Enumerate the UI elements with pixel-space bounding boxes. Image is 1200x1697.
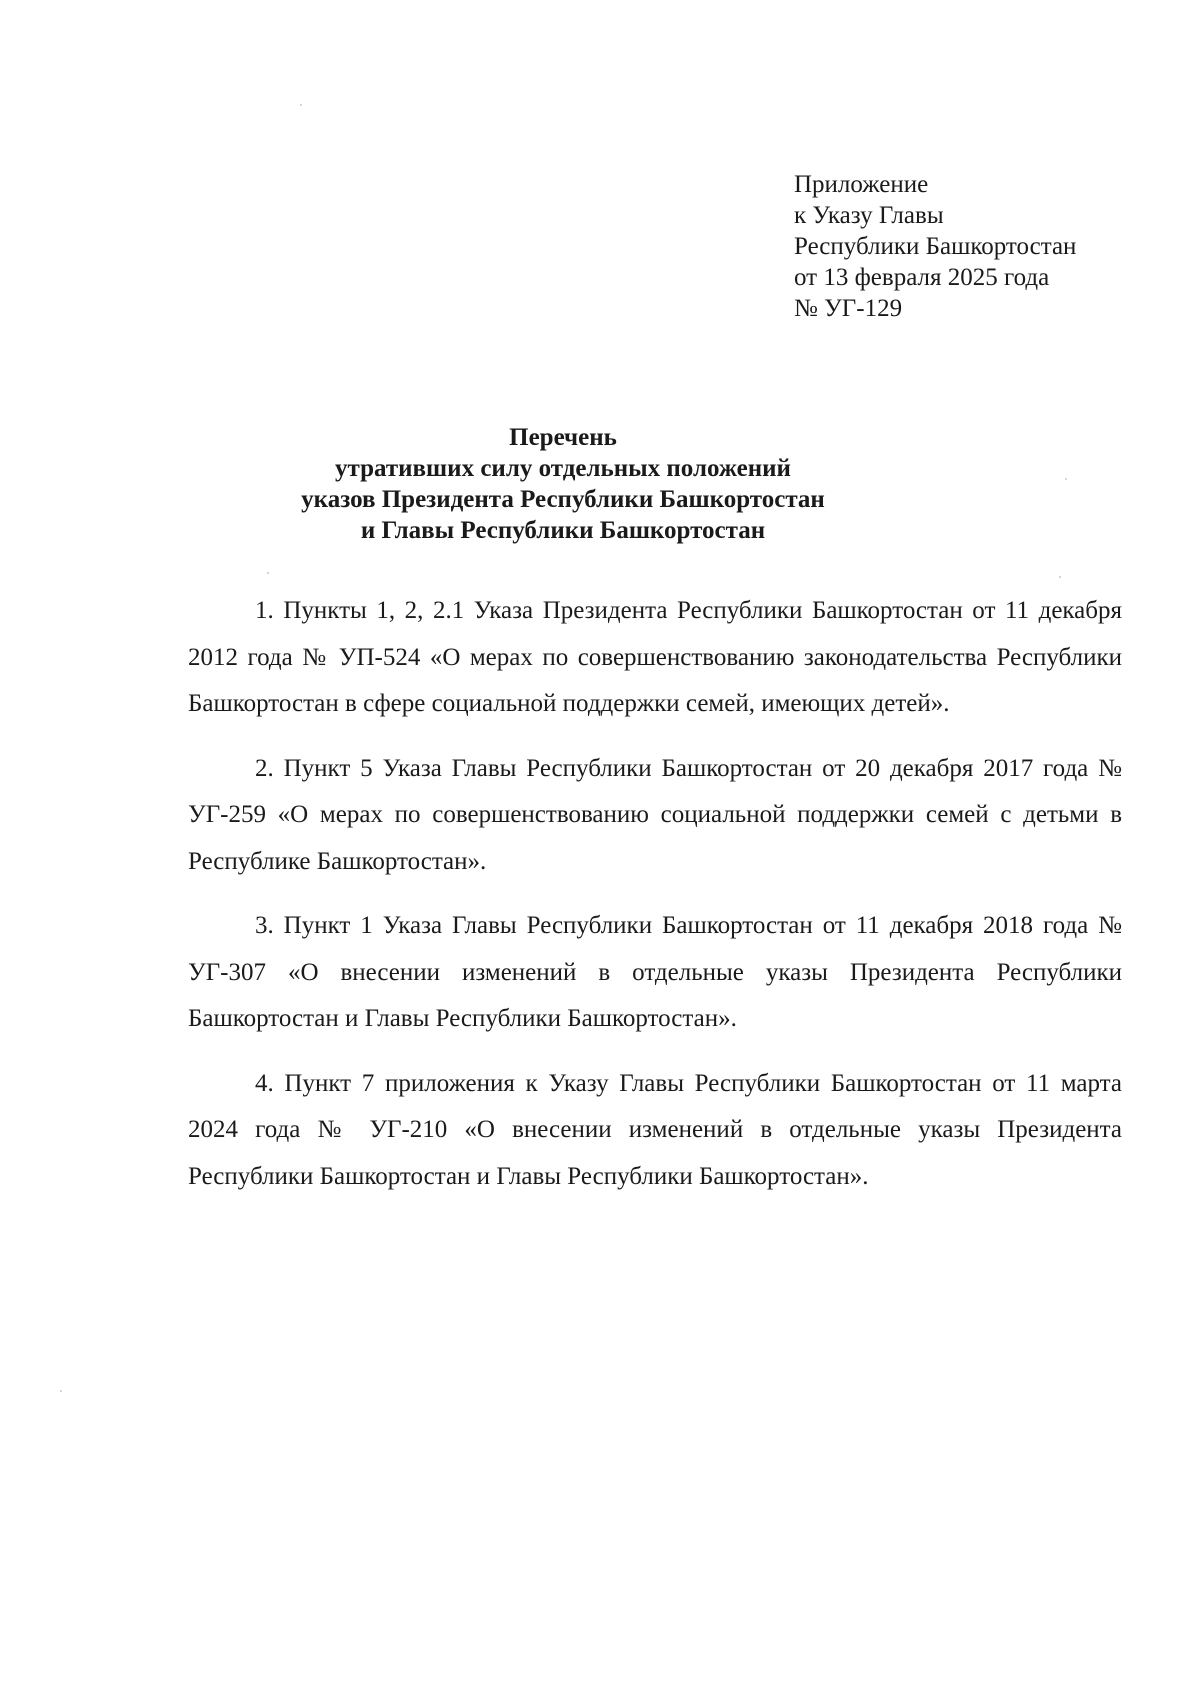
document-title	[188, 422, 938, 546]
title-line-2: утративших силу отдельных положений	[335, 455, 791, 482]
title-line-4: и Главы Республики Башкортостан	[360, 517, 766, 544]
document-body	[188, 588, 1122, 1218]
appendix-number: № УГ-129	[794, 295, 903, 322]
title-line-3: указов Президента Республики Башкортостан	[301, 486, 825, 513]
list-item-1: 1. Пункты 1, 2, 2.1 Указа Президента Республики Башкортостан от 11 декабря 2012 года № УП-524 «О мерах по совершенствованию законодательства Республики Башкортостан в сфере социальной поддержки семей, имеющих детей».	[188, 597, 1122, 717]
scan-speck	[60, 1390, 62, 1392]
scan-speck	[1059, 576, 1061, 578]
appendix-date: от 13 февраля 2025 года	[794, 264, 1050, 291]
list-item-4: 4. Пункт 7 приложения к Указу Главы Республики Башкортостан от 11 марта 2024 года № УГ-210 «О внесении изменений в отдельные указы Президента Республики Башкортостан и Главы Республики Башкортостан».	[188, 1069, 1122, 1190]
appendix-header	[794, 169, 1154, 324]
title-line-1: Перечень	[509, 424, 617, 451]
appendix-decree-ref: к Указу Главы	[794, 202, 944, 229]
list-item-3: 3. Пункт 1 Указа Главы Республики Башкортостан от 11 декабря 2018 года № УГ-307 «О внесении изменений в отдельные указы Президента Республики Башкортостан и Главы Республики Башкортостан».	[188, 912, 1122, 1032]
scan-speck	[267, 572, 269, 574]
list-item-2: 2. Пункт 5 Указа Главы Республики Башкортостан от 20 декабря 2017 года № УГ-259 «О мерах по совершенствованию социальной поддержки семей с детьми в Республике Башкортостан».	[188, 754, 1122, 875]
appendix-label: Приложение	[794, 171, 929, 198]
scan-speck	[1065, 478, 1067, 480]
scan-speck	[300, 104, 302, 106]
appendix-republic: Республики Башкортостан	[794, 233, 1077, 260]
